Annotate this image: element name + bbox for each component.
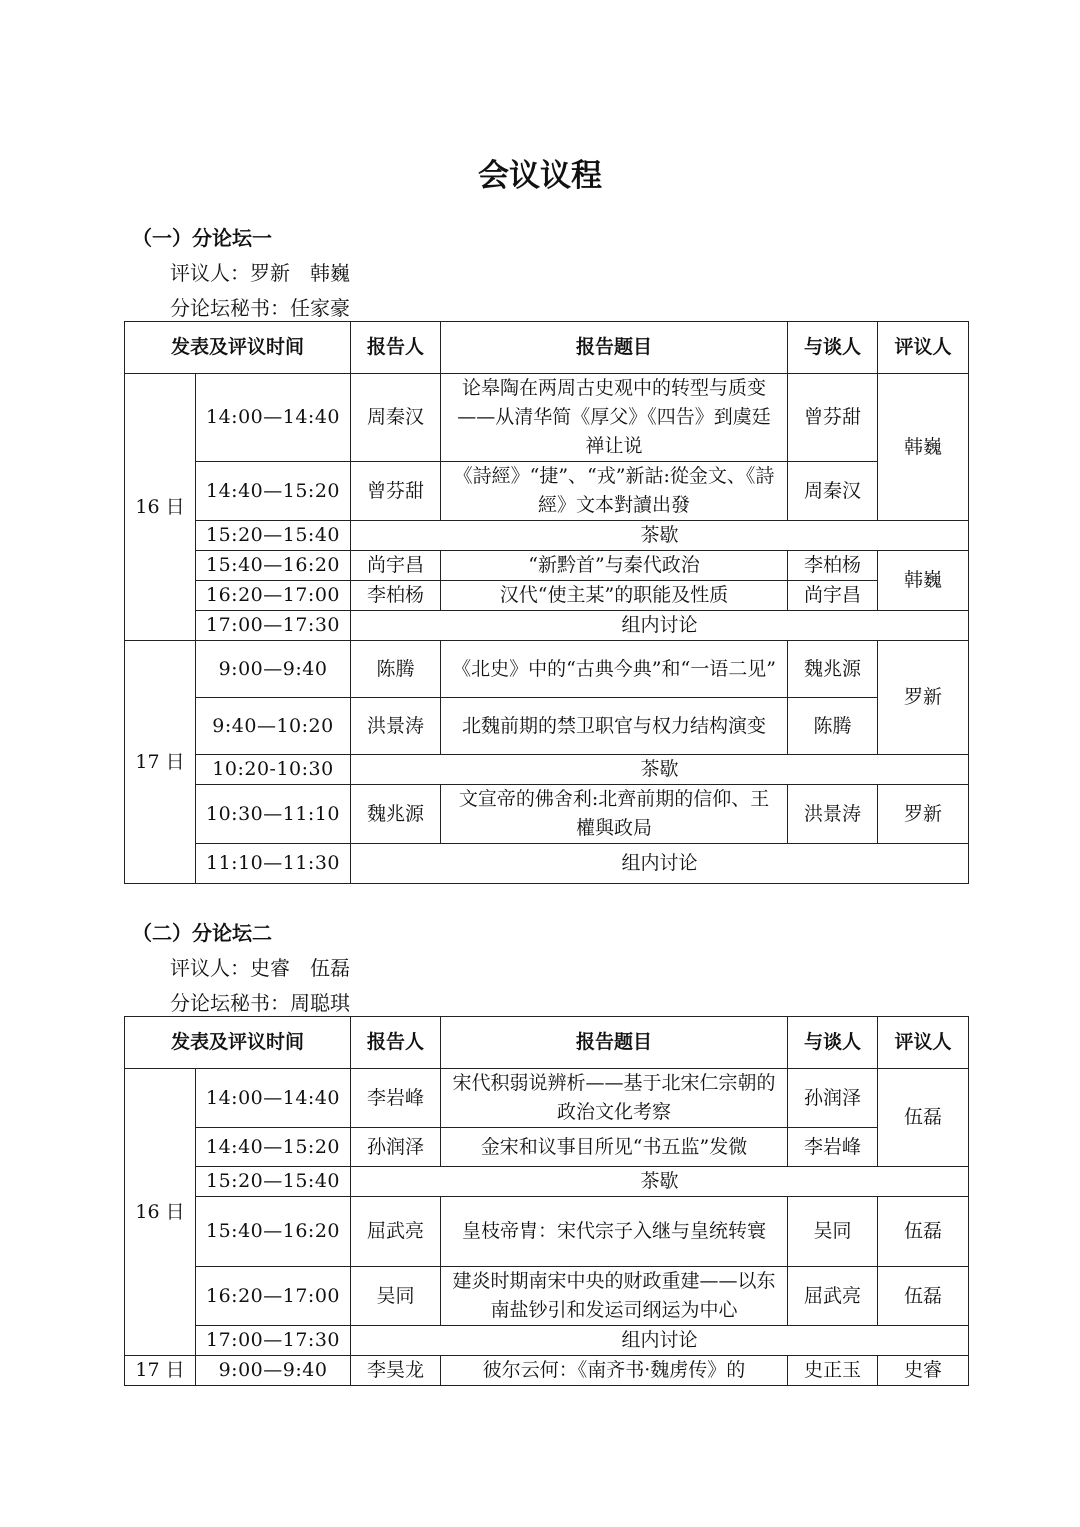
forum-2-table bbox=[124, 1016, 969, 1386]
reporter-cell: 周秦汉 bbox=[351, 374, 441, 462]
topic-cell: 北魏前期的禁卫职官与权力结构演变 bbox=[441, 698, 788, 755]
topic-cell: 《北史》中的“古典今典”和“一语二见” bbox=[441, 641, 788, 698]
table-row bbox=[125, 581, 969, 611]
time-cell: 17:00—17:30 bbox=[196, 611, 351, 641]
forum-2-reviewers: 评议人：史睿 伍磊 bbox=[170, 956, 350, 980]
discussant-cell: 孙润泽 bbox=[788, 1069, 878, 1128]
table-header-row bbox=[125, 322, 969, 374]
time-cell: 16:20—17:00 bbox=[196, 1267, 351, 1326]
time-cell: 14:40—15:20 bbox=[196, 462, 351, 521]
time-cell: 10:20-10:30 bbox=[196, 755, 351, 785]
reporter-cell: 曾芬甜 bbox=[351, 462, 441, 521]
reviewer-cell: 罗新 bbox=[878, 785, 969, 844]
reporter-cell: 吴同 bbox=[351, 1267, 441, 1326]
time-cell: 9:00—9:40 bbox=[196, 641, 351, 698]
time-cell: 15:40—16:20 bbox=[196, 551, 351, 581]
table-row bbox=[125, 1197, 969, 1267]
table-row bbox=[125, 462, 969, 521]
header-reporter: 报告人 bbox=[351, 322, 441, 374]
table-row bbox=[125, 641, 969, 698]
topic-cell: 建炎时期南宋中央的财政重建——以东南盐钞引和发运司纲运为中心 bbox=[441, 1267, 788, 1326]
time-cell: 11:10—11:30 bbox=[196, 844, 351, 884]
header-time: 发表及评议时间 bbox=[125, 322, 351, 374]
table-row bbox=[125, 1356, 969, 1386]
topic-cell: 文宣帝的佛舍利:北齊前期的信仰、王權與政局 bbox=[441, 785, 788, 844]
table-header-row bbox=[125, 1017, 969, 1069]
break-cell: 茶歇 bbox=[351, 521, 969, 551]
discussant-cell: 尚宇昌 bbox=[788, 581, 878, 611]
discussant-cell: 陈腾 bbox=[788, 698, 878, 755]
table-row bbox=[125, 1267, 969, 1326]
forum-1-secretary: 分论坛秘书：任家豪 bbox=[170, 296, 350, 320]
header-discussant: 与谈人 bbox=[788, 1017, 878, 1069]
discussion-cell: 组内讨论 bbox=[351, 844, 969, 884]
reviewer-cell: 史睿 bbox=[878, 1356, 969, 1386]
break-cell: 茶歇 bbox=[351, 755, 969, 785]
time-cell: 14:40—15:20 bbox=[196, 1128, 351, 1167]
topic-cell: 金宋和议事目所见“书五监”发微 bbox=[441, 1128, 788, 1167]
topic-cell: 宋代积弱说辨析——基于北宋仁宗朝的政治文化考察 bbox=[441, 1069, 788, 1128]
time-cell: 15:40—16:20 bbox=[196, 1197, 351, 1267]
header-reviewer: 评议人 bbox=[878, 322, 969, 374]
reporter-cell: 李岩峰 bbox=[351, 1069, 441, 1128]
reporter-cell: 李柏杨 bbox=[351, 581, 441, 611]
topic-cell: “新黔首”与秦代政治 bbox=[441, 551, 788, 581]
time-cell: 15:20—15:40 bbox=[196, 521, 351, 551]
topic-cell: 皇枝帝胄：宋代宗子入继与皇统转寰 bbox=[441, 1197, 788, 1267]
reporter-cell: 屈武亮 bbox=[351, 1197, 441, 1267]
discussant-cell: 屈武亮 bbox=[788, 1267, 878, 1326]
reviewer-cell: 罗新 bbox=[878, 641, 969, 755]
forum-2-heading: （二）分论坛二 bbox=[132, 921, 272, 945]
discussant-cell: 李柏杨 bbox=[788, 551, 878, 581]
forum-1-table bbox=[124, 321, 969, 884]
header-reporter: 报告人 bbox=[351, 1017, 441, 1069]
header-discussant: 与谈人 bbox=[788, 322, 878, 374]
forum-2-secretary: 分论坛秘书：周聪琪 bbox=[170, 991, 350, 1015]
header-reviewer: 评议人 bbox=[878, 1017, 969, 1069]
discussion-cell: 组内讨论 bbox=[351, 611, 969, 641]
table-row bbox=[125, 698, 969, 755]
discussant-cell: 曾芬甜 bbox=[788, 374, 878, 462]
reviewer-cell: 伍磊 bbox=[878, 1267, 969, 1326]
day-cell: 16 日 bbox=[125, 374, 196, 641]
discussant-cell: 李岩峰 bbox=[788, 1128, 878, 1167]
table-row bbox=[125, 521, 969, 551]
discussant-cell: 史正玉 bbox=[788, 1356, 878, 1386]
table-row bbox=[125, 755, 969, 785]
reporter-cell: 李昊龙 bbox=[351, 1356, 441, 1386]
break-cell: 茶歇 bbox=[351, 1167, 969, 1197]
reviewer-cell: 韩巍 bbox=[878, 551, 969, 611]
reporter-cell: 陈腾 bbox=[351, 641, 441, 698]
topic-cell: 汉代“使主某”的职能及性质 bbox=[441, 581, 788, 611]
table-row bbox=[125, 374, 969, 462]
topic-cell: 彼尔云何：《南齐书·魏虏传》的 bbox=[441, 1356, 788, 1386]
discussant-cell: 魏兆源 bbox=[788, 641, 878, 698]
reporter-cell: 尚宇昌 bbox=[351, 551, 441, 581]
reviewer-cell: 韩巍 bbox=[878, 374, 969, 521]
table-row bbox=[125, 844, 969, 884]
table-row bbox=[125, 1167, 969, 1197]
time-cell: 9:00—9:40 bbox=[196, 1356, 351, 1386]
header-topic: 报告题目 bbox=[441, 322, 788, 374]
discussant-cell: 洪景涛 bbox=[788, 785, 878, 844]
forum-1-heading: （一）分论坛一 bbox=[132, 226, 272, 250]
time-cell: 15:20—15:40 bbox=[196, 1167, 351, 1197]
time-cell: 14:00—14:40 bbox=[196, 1069, 351, 1128]
discussant-cell: 吴同 bbox=[788, 1197, 878, 1267]
table-row bbox=[125, 1326, 969, 1356]
header-time: 发表及评议时间 bbox=[125, 1017, 351, 1069]
table-row bbox=[125, 1069, 969, 1128]
table-row bbox=[125, 611, 969, 641]
topic-cell: 《詩經》“捷”、“戎”新詁:從金文、《詩經》文本對讀出發 bbox=[441, 462, 788, 521]
time-cell: 14:00—14:40 bbox=[196, 374, 351, 462]
day-cell: 16 日 bbox=[125, 1069, 196, 1356]
header-topic: 报告题目 bbox=[441, 1017, 788, 1069]
day-cell: 17 日 bbox=[125, 641, 196, 884]
reviewer-cell: 伍磊 bbox=[878, 1197, 969, 1267]
discussion-cell: 组内讨论 bbox=[351, 1326, 969, 1356]
time-cell: 9:40—10:20 bbox=[196, 698, 351, 755]
discussant-cell: 周秦汉 bbox=[788, 462, 878, 521]
time-cell: 10:30—11:10 bbox=[196, 785, 351, 844]
reporter-cell: 洪景涛 bbox=[351, 698, 441, 755]
reporter-cell: 孙润泽 bbox=[351, 1128, 441, 1167]
page-title: 会议议程 bbox=[478, 158, 602, 194]
time-cell: 16:20—17:00 bbox=[196, 581, 351, 611]
table-row bbox=[125, 1128, 969, 1167]
reviewer-cell: 伍磊 bbox=[878, 1069, 969, 1167]
forum-1-reviewers: 评议人：罗新 韩巍 bbox=[170, 261, 350, 285]
time-cell: 17:00—17:30 bbox=[196, 1326, 351, 1356]
topic-cell: 论皋陶在两周古史观中的转型与质变——从清华简《厚父》《四告》到虞廷禅让说 bbox=[441, 374, 788, 462]
table-row bbox=[125, 785, 969, 844]
day-cell: 17 日 bbox=[125, 1356, 196, 1386]
table-row bbox=[125, 551, 969, 581]
reporter-cell: 魏兆源 bbox=[351, 785, 441, 844]
